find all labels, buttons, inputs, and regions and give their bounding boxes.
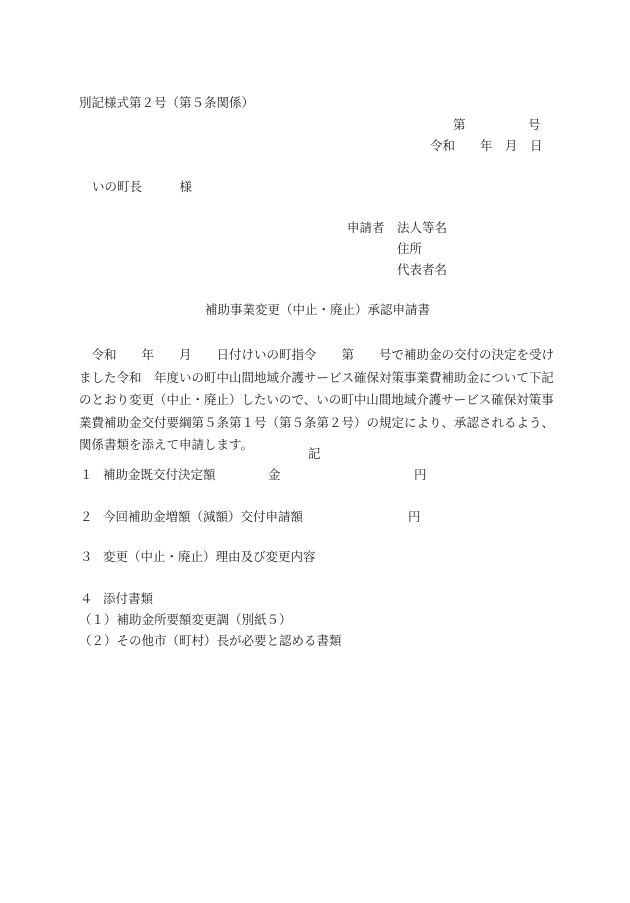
body-line: ました令和 年度いの町中山間地域介護サービス確保対策事業費補助金について下記 <box>79 369 554 385</box>
item-4-number: ４ <box>80 591 93 606</box>
item-3-number: ３ <box>80 549 93 564</box>
representative-label: 代表者名 <box>397 262 448 277</box>
item-3-label: 変更（中止・廃止）理由及び変更内容 <box>103 549 316 564</box>
attachment-1: （１）補助金所要額変更調（別紙５） <box>79 612 292 627</box>
ki-heading: 記 <box>308 446 321 461</box>
item-1-yen: 円 <box>414 467 427 482</box>
body-line: 業費補助金交付要綱第５条第１号（第５条第２号）の規定により、承認されるよう、 <box>79 414 555 430</box>
corporation-name-label: 法人等名 <box>397 220 448 235</box>
item-2-yen: 円 <box>408 509 421 524</box>
date-line: 令和 年 月 日 <box>430 138 543 153</box>
attachment-2: （２）その他市（町村）長が必要と認める書類 <box>79 633 342 648</box>
item-2-number: ２ <box>80 509 93 524</box>
body-line: のとおり変更（中止・廃止）したいので、いの町中山間地域介護サービス確保対策事 <box>79 392 554 407</box>
body-paragraph <box>79 344 555 457</box>
form-label: 別記様式第２号（第５条関係） <box>79 95 255 110</box>
body-line: 関係書類を添えて申請します。 <box>79 437 254 452</box>
document-number-line: 第 号 <box>453 117 541 132</box>
item-1-label: 補助金既交付決定額 <box>103 467 216 482</box>
body-line: 令和 年 月 日付けいの町指令 第 号で補助金の交付の決定を受け <box>79 347 555 362</box>
applicant-label: 申請者 <box>347 220 385 235</box>
addressee: いの町長 様 <box>92 179 193 194</box>
item-1-kin: 金 <box>268 467 281 482</box>
item-2-label: 今回補助金増額（減額）交付申請額 <box>103 509 304 524</box>
item-1-number: １ <box>80 467 93 482</box>
item-4-label: 添付書類 <box>103 591 154 606</box>
document-title: 補助事業変更（中止・廃止）承認申請書 <box>205 302 431 317</box>
address-label: 住所 <box>397 241 423 256</box>
